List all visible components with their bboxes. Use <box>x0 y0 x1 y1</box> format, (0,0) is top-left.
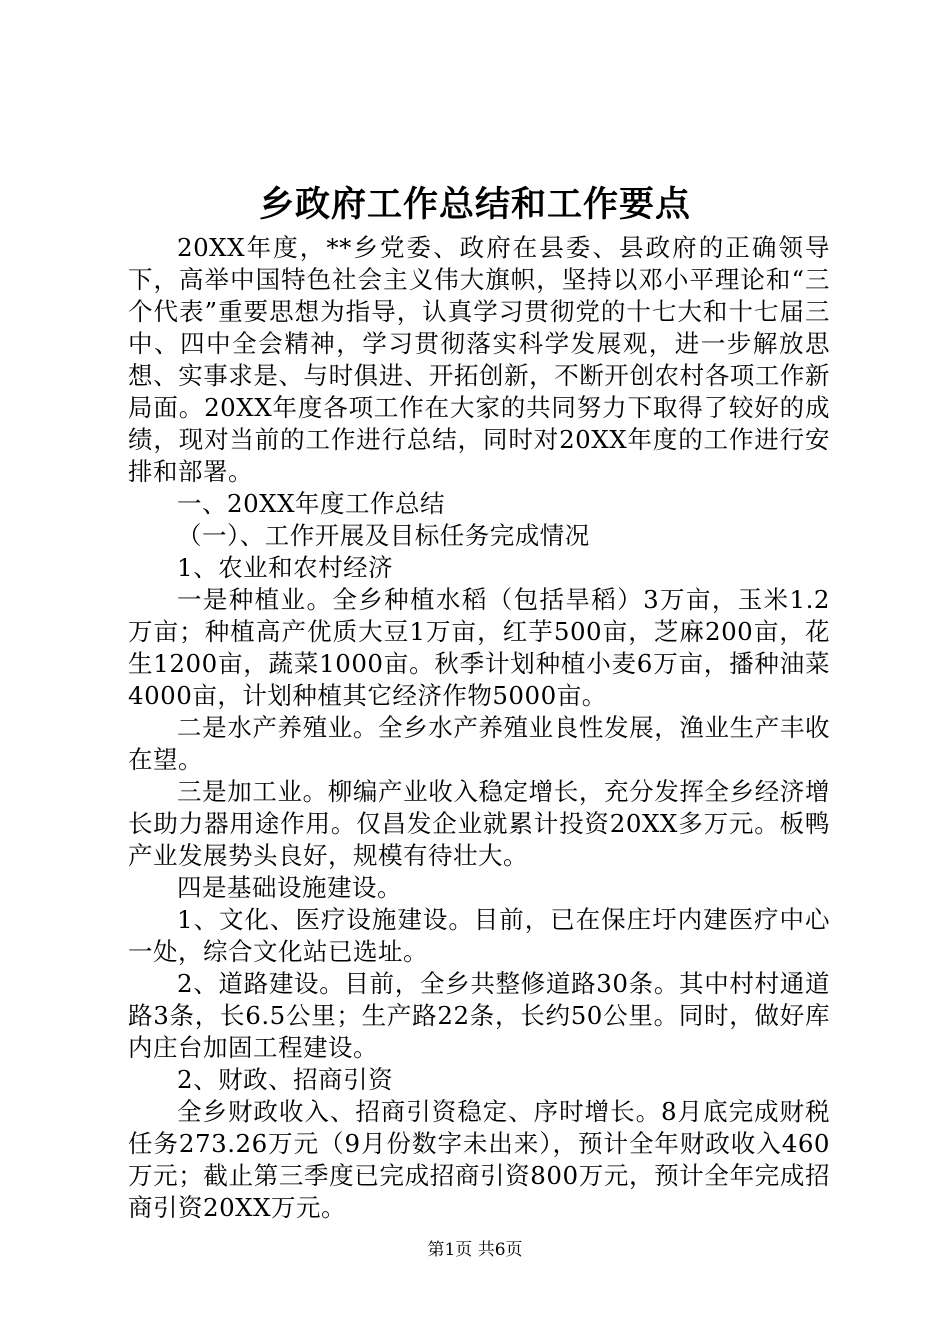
heading-infrastructure: 四是基础设施建设。 <box>177 873 402 902</box>
document-title: 乡政府工作总结和工作要点 <box>258 184 691 225</box>
heading-agriculture: 1、农业和农村经济 <box>177 553 394 582</box>
paragraph-intro: 20XX年度，**乡党委、政府在县委、县政府的正确领导下，高举中国特色社会主义伟大旗帜，坚持以邓小平理论和“三个代表”重要思想为指导，认真学习贯彻党的十七大和十七届三中、四中全会精神，学习贯彻落实科学发展观，进一步解放思想、实事求是、与时俱进、开拓创新，不断开创农村各项工作新局面。20XX年度各项工作在大家的共同努力下取得了较好的成绩，现对当前的工作进行总结，同时对20XX年度的工作进行安排和部署。 <box>128 233 830 486</box>
paragraph-finance: 全乡财政收入、招商引资稳定、序时增长。8月底完成财税任务273.26万元（9月份数字未出来），预计全年财政收入460万元；截止第三季度已完成招商引资800万元，预计全年完成招商引资20XX万元。 <box>128 1097 830 1222</box>
paragraph-roads: 2、道路建设。目前，全乡共整修道路30条。其中村村通道路3条，长6.5公里；生产路22条，长约50公里。同时，做好库内庄台加固工程建设。 <box>128 969 830 1062</box>
heading-finance: 2、财政、招商引资 <box>177 1065 394 1094</box>
page-footer: 第1页 共6页 <box>427 1240 523 1260</box>
document-body <box>128 232 830 1224</box>
heading-subsection-1: （一）、工作开展及目标任务完成情况 <box>177 521 590 550</box>
paragraph-planting: 一是种植业。全乡种植水稻（包括旱稻）3万亩，玉米1.2万亩；种植高产优质大豆1万亩，红芋500亩，芝麻200亩，花生1200亩，蔬菜1000亩。秋季计划种植小麦6万亩，播种油菜4000亩，计划种植其它经济作物5000亩。 <box>128 585 830 710</box>
heading-section-1: 一、20XX年度工作总结 <box>177 489 446 518</box>
paragraph-culture-medical: 1、文化、医疗设施建设。目前，已在保庄圩内建医疗中心一处，综合文化站已选址。 <box>128 905 830 966</box>
paragraph-processing: 三是加工业。柳编产业收入稳定增长，充分发挥全乡经济增长助力器用途作用。仅昌发企业就累计投资20XX多万元。板鸭产业发展势头良好，规模有待壮大。 <box>128 777 830 870</box>
paragraph-aquaculture: 二是水产养殖业。全乡水产养殖业良性发展，渔业生产丰收在望。 <box>128 713 830 774</box>
